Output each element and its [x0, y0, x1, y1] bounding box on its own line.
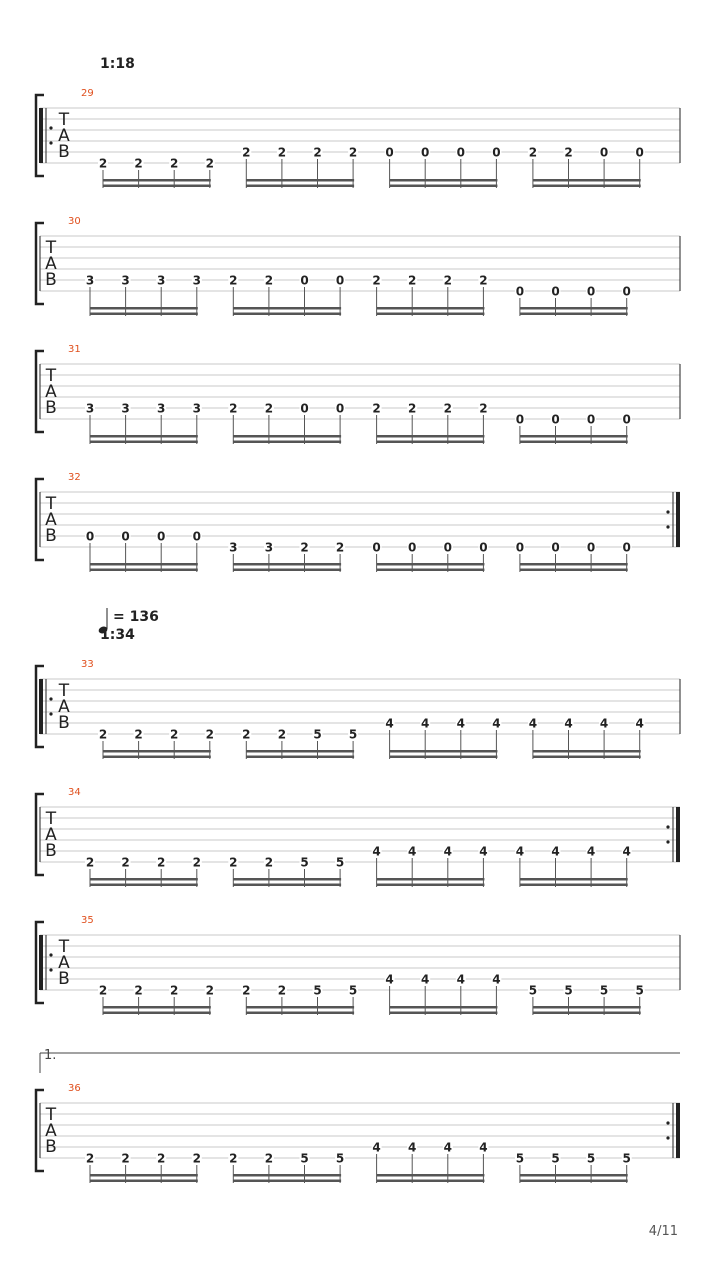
fret-number: 3 — [192, 273, 201, 288]
beam — [90, 1180, 198, 1183]
beam — [390, 750, 498, 753]
beam — [233, 884, 341, 887]
fret-number: 2 — [121, 1151, 130, 1166]
fret-number: 0 — [635, 145, 644, 160]
beam — [390, 179, 498, 182]
beam — [233, 1174, 341, 1177]
repeat-dot — [666, 825, 669, 828]
fret-number: 2 — [443, 273, 452, 288]
fret-number: 5 — [528, 983, 538, 998]
fret-number: 4 — [421, 716, 430, 731]
fret-number: 2 — [134, 727, 143, 742]
beam — [103, 185, 211, 188]
beam — [103, 750, 211, 753]
fret-number: 2 — [479, 401, 488, 416]
tab-clef-letter: B — [45, 841, 57, 861]
fret-number: 5 — [635, 983, 644, 998]
fret-number: 4 — [492, 716, 501, 731]
beam — [533, 179, 641, 182]
fret-number: 2 — [408, 273, 417, 288]
beam — [103, 1012, 211, 1015]
fret-number: 0 — [385, 145, 394, 160]
tab-clef-letter: A — [45, 254, 57, 274]
fret-number: 0 — [586, 412, 596, 427]
fret-number: 4 — [635, 716, 644, 731]
fret-number: 0 — [443, 540, 452, 555]
beam — [520, 435, 628, 438]
repeat-end-thick-bar — [676, 1103, 680, 1158]
fret-number: 4 — [586, 844, 596, 859]
fret-number: 2 — [157, 1151, 166, 1166]
beam — [520, 878, 628, 881]
beam — [90, 569, 198, 572]
tab-clef-letter: A — [45, 1121, 57, 1141]
fret-number: 2 — [564, 145, 573, 160]
fret-number: 5 — [335, 1151, 345, 1166]
fret-number: 2 — [408, 401, 417, 416]
fret-number: 2 — [242, 983, 251, 998]
tab-clef-letter: T — [45, 238, 57, 258]
tab-clef-letter: A — [58, 697, 70, 717]
fret-number: 5 — [622, 1151, 631, 1166]
fret-number: 2 — [229, 401, 238, 416]
fret-number: 4 — [515, 844, 525, 859]
fret-number: 0 — [421, 145, 430, 160]
fret-number: 0 — [622, 412, 631, 427]
fret-number: 4 — [456, 716, 465, 731]
beam — [90, 884, 198, 887]
beam — [533, 1006, 641, 1009]
fret-number: 4 — [443, 1140, 452, 1155]
fret-number: 0 — [479, 540, 488, 555]
fret-number: 3 — [85, 273, 95, 288]
tab-system — [36, 915, 680, 1015]
beam — [233, 1180, 341, 1183]
fret-number: 2 — [372, 401, 381, 416]
fret-number: 3 — [121, 401, 130, 416]
fret-number: 4 — [564, 716, 573, 731]
tab-system — [36, 472, 680, 572]
beam — [90, 1174, 198, 1177]
measure-number: 33 — [81, 659, 94, 670]
fret-number: 2 — [264, 401, 274, 416]
beam — [520, 1174, 628, 1177]
repeat-dot — [49, 126, 52, 129]
beam — [246, 756, 354, 759]
repeat-start-thick-bar — [39, 108, 43, 163]
tab-clef-letter: B — [45, 526, 57, 546]
tab-system — [36, 216, 680, 316]
fret-number: 0 — [586, 284, 596, 299]
beam — [90, 307, 198, 310]
fret-number: 2 — [85, 855, 95, 870]
repeat-dot — [666, 510, 669, 513]
beam — [533, 185, 641, 188]
fret-number: 0 — [622, 284, 631, 299]
fret-number: 2 — [277, 983, 287, 998]
fret-number: 0 — [456, 145, 465, 160]
fret-number: 2 — [229, 1151, 238, 1166]
beam — [377, 878, 485, 881]
beam — [233, 313, 341, 316]
tab-clef-letter: T — [45, 1105, 57, 1125]
page-number: 4/11 — [648, 1224, 678, 1239]
fret-number: 0 — [515, 412, 525, 427]
fret-number: 0 — [300, 401, 309, 416]
fret-number: 2 — [170, 156, 179, 171]
volta-bracket — [40, 1048, 680, 1073]
fret-number: 5 — [313, 983, 322, 998]
fret-number: 2 — [205, 156, 214, 171]
fret-number: 4 — [479, 844, 488, 859]
measure-number: 35 — [81, 915, 94, 926]
tab-clef-letter: T — [58, 110, 70, 130]
fret-number: 4 — [622, 844, 631, 859]
beam — [233, 878, 341, 881]
fret-number: 2 — [300, 540, 309, 555]
beam — [90, 435, 198, 438]
beam — [520, 441, 628, 444]
fret-number: 2 — [264, 1151, 274, 1166]
fret-number: 2 — [170, 983, 179, 998]
beam — [377, 435, 485, 438]
repeat-end-thick-bar — [676, 492, 680, 547]
fret-number: 0 — [335, 401, 345, 416]
measure-number: 34 — [68, 787, 81, 798]
fret-number: 0 — [157, 529, 166, 544]
fret-number: 0 — [408, 540, 417, 555]
tempo-marking — [98, 608, 159, 643]
tab-clef-letter: B — [45, 398, 57, 418]
tab-clef-letter: B — [58, 142, 70, 162]
fret-number: 0 — [192, 529, 201, 544]
repeat-start-thick-bar — [39, 935, 43, 990]
beam — [377, 313, 485, 316]
fret-number: 2 — [205, 727, 214, 742]
fret-number: 2 — [443, 401, 452, 416]
fret-number: 2 — [229, 273, 238, 288]
tab-clef-letter: B — [58, 969, 70, 989]
beam — [377, 884, 485, 887]
fret-number: 2 — [98, 156, 108, 171]
fret-number: 2 — [205, 983, 214, 998]
volta-label: 1. — [44, 1048, 57, 1063]
fret-number: 0 — [515, 284, 525, 299]
fret-number: 0 — [335, 273, 345, 288]
beam — [246, 185, 354, 188]
fret-number: 0 — [492, 145, 501, 160]
fret-number: 5 — [348, 983, 358, 998]
fret-number: 0 — [121, 529, 130, 544]
beam — [520, 313, 628, 316]
beam — [246, 750, 354, 753]
tab-clef-letter: B — [45, 270, 57, 290]
fret-number: 2 — [277, 145, 287, 160]
fret-number: 2 — [479, 273, 488, 288]
fret-number: 0 — [551, 540, 560, 555]
fret-number: 4 — [372, 1140, 381, 1155]
tab-clef-letter: T — [45, 809, 57, 829]
tab-clef-letter: A — [58, 953, 70, 973]
fret-number: 0 — [85, 529, 95, 544]
fret-number: 0 — [586, 540, 596, 555]
fret-number: 4 — [528, 716, 538, 731]
beam — [390, 185, 498, 188]
tab-clef-letter: B — [45, 1137, 57, 1157]
tab-clef-letter: T — [45, 366, 57, 386]
fret-number: 4 — [421, 972, 430, 987]
beam — [377, 569, 485, 572]
fret-number: 2 — [335, 540, 345, 555]
beam — [377, 307, 485, 310]
beam — [233, 563, 341, 566]
fret-number: 5 — [599, 983, 609, 998]
repeat-dot — [666, 840, 669, 843]
beam — [377, 563, 485, 566]
fret-number: 3 — [157, 401, 166, 416]
tab-clef-letter: A — [45, 382, 57, 402]
fret-number: 4 — [443, 844, 452, 859]
beam — [233, 569, 341, 572]
measure-number: 30 — [68, 216, 81, 227]
fret-number: 5 — [515, 1151, 525, 1166]
fret-number: 0 — [622, 540, 631, 555]
fret-number: 2 — [264, 855, 274, 870]
time-marker-1: 1:18 — [100, 56, 135, 72]
fret-number: 5 — [300, 1151, 309, 1166]
beam — [520, 569, 628, 572]
tab-clef-letter: T — [58, 937, 70, 957]
fret-number: 2 — [134, 156, 143, 171]
fret-number: 0 — [551, 412, 560, 427]
beam — [520, 884, 628, 887]
tab-clef-letter: T — [45, 494, 57, 514]
fret-number: 3 — [121, 273, 130, 288]
fret-number: 3 — [85, 401, 95, 416]
fret-number: 4 — [385, 972, 394, 987]
fret-number: 4 — [599, 716, 609, 731]
fret-number: 2 — [313, 145, 322, 160]
fret-number: 2 — [170, 727, 179, 742]
fret-number: 3 — [157, 273, 166, 288]
beam — [520, 563, 628, 566]
fret-number: 2 — [242, 145, 251, 160]
fret-number: 4 — [551, 844, 560, 859]
tab-clef-letter: A — [45, 825, 57, 845]
fret-number: 2 — [348, 145, 358, 160]
repeat-dot — [666, 1121, 669, 1124]
beam — [246, 1006, 354, 1009]
fret-number: 0 — [515, 540, 525, 555]
tab-system — [36, 344, 680, 444]
fret-number: 0 — [551, 284, 560, 299]
measure-number: 29 — [81, 88, 94, 99]
fret-number: 5 — [300, 855, 309, 870]
tab-system — [36, 659, 680, 759]
fret-number: 2 — [277, 727, 287, 742]
fret-number: 4 — [492, 972, 501, 987]
fret-number: 2 — [85, 1151, 95, 1166]
beam — [533, 756, 641, 759]
measure-number: 36 — [68, 1083, 81, 1094]
beam — [246, 1012, 354, 1015]
repeat-dot — [49, 968, 52, 971]
beam — [390, 1006, 498, 1009]
repeat-end-thick-bar — [676, 807, 680, 862]
tab-clef-letter: A — [58, 126, 70, 146]
fret-number: 5 — [335, 855, 345, 870]
fret-number: 2 — [528, 145, 538, 160]
fret-number: 5 — [348, 727, 358, 742]
fret-number: 2 — [372, 273, 381, 288]
beam — [246, 179, 354, 182]
fret-number: 0 — [372, 540, 381, 555]
fret-number: 5 — [586, 1151, 596, 1166]
tab-clef-letter: B — [58, 713, 70, 733]
repeat-dot — [49, 712, 52, 715]
beam — [90, 441, 198, 444]
beam — [520, 307, 628, 310]
beam — [233, 435, 341, 438]
fret-number: 4 — [479, 1140, 488, 1155]
beam — [377, 441, 485, 444]
beam — [103, 179, 211, 182]
fret-number: 0 — [300, 273, 309, 288]
fret-number: 3 — [264, 540, 274, 555]
beam — [103, 756, 211, 759]
repeat-dot — [49, 953, 52, 956]
repeat-dot — [49, 697, 52, 700]
fret-number: 0 — [599, 145, 609, 160]
time-marker-2: 1:34 — [100, 627, 135, 643]
beam — [90, 563, 198, 566]
tab-clef-letter: T — [58, 681, 70, 701]
fret-number: 4 — [456, 972, 465, 987]
beam — [533, 1012, 641, 1015]
fret-number: 2 — [98, 727, 108, 742]
fret-number: 4 — [408, 1140, 417, 1155]
beam — [377, 1180, 485, 1183]
fret-number: 4 — [408, 844, 417, 859]
repeat-start-thick-bar — [39, 679, 43, 734]
fret-number: 2 — [192, 1151, 201, 1166]
fret-number: 5 — [313, 727, 322, 742]
tempo-value: = 136 — [113, 609, 159, 625]
beam — [390, 1012, 498, 1015]
beam — [390, 756, 498, 759]
fret-number: 2 — [157, 855, 166, 870]
fret-number: 3 — [192, 401, 201, 416]
beam — [233, 441, 341, 444]
beam — [377, 1174, 485, 1177]
beam — [90, 878, 198, 881]
beam — [233, 307, 341, 310]
fret-number: 2 — [229, 855, 238, 870]
tab-system — [36, 88, 680, 188]
fret-number: 3 — [229, 540, 238, 555]
repeat-dot — [666, 525, 669, 528]
fret-number: 2 — [121, 855, 130, 870]
fret-number: 2 — [98, 983, 108, 998]
beam — [103, 1006, 211, 1009]
tab-system — [36, 787, 680, 887]
repeat-dot — [49, 141, 52, 144]
tab-clef-letter: A — [45, 510, 57, 530]
fret-number: 5 — [564, 983, 573, 998]
fret-number: 2 — [242, 727, 251, 742]
beam — [90, 313, 198, 316]
fret-number: 2 — [264, 273, 274, 288]
tab-system — [36, 1083, 680, 1183]
repeat-dot — [666, 1136, 669, 1139]
fret-number: 2 — [134, 983, 143, 998]
fret-number: 5 — [551, 1151, 560, 1166]
fret-number: 2 — [192, 855, 201, 870]
fret-number: 4 — [372, 844, 381, 859]
beam — [533, 750, 641, 753]
measure-number: 31 — [68, 344, 81, 355]
measure-number: 32 — [68, 472, 81, 483]
fret-number: 4 — [385, 716, 394, 731]
beam — [520, 1180, 628, 1183]
